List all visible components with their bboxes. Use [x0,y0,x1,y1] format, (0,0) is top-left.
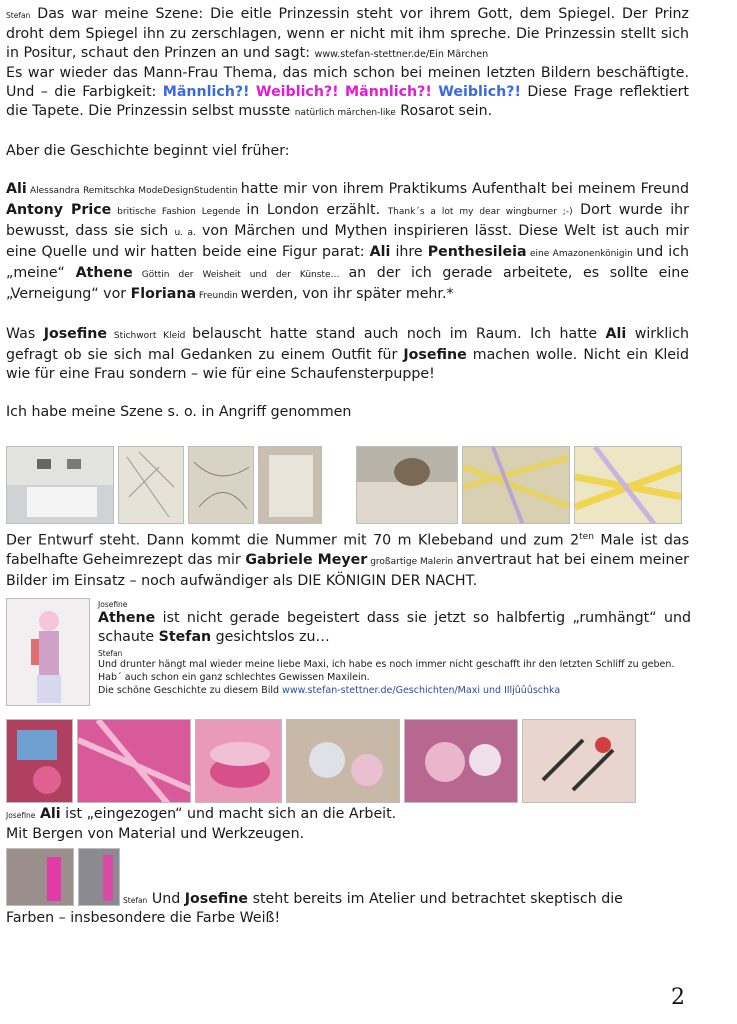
photo-tape-work [356,446,458,524]
photo-sketch [188,446,254,524]
photo-work-desk [6,719,73,803]
paragraph-maxi-link: Die schöne Geschichte zu diesem Bild www.stefan-stettner.de/Geschichten/Maxi und Illjûûûschka [98,685,561,696]
photo-strip-josefine [6,848,120,906]
paragraph-josefine-atelier: Stefan Und Josefine steht bereits im Atelier und betrachtet skeptisch die [123,891,623,907]
photo-atelier [78,848,120,906]
photo-pink-fabric [77,719,191,803]
draft-section [6,528,689,591]
photo-strip-material [6,719,636,803]
photo-canvas-stripes [574,446,682,524]
photo-athene-painting [6,598,90,706]
paragraph-materials: Mit Bergen von Material und Werkzeugen. [6,826,305,842]
text-female: Weiblich?! [255,84,339,100]
paragraph-josefine: Was Josefine Stichwort Kleid belauscht hatte stand auch noch im Raum. Ich hatte Ali wirklich gefragt ob sie sich mal Gedanken zu einem Outfit für Josefine machen wolle. Nicht ein Kleid wie für eine Frau sondern – wie für eine Schaufensterpuppe! [6,326,690,382]
text-female: Weiblich?! [438,84,521,100]
photo-empty-studio [6,446,114,524]
speaker-tag: Josefine [98,600,128,609]
photo-canvas-yellow [462,446,570,524]
athene-text [98,600,691,697]
page-number: 2 [671,985,685,1010]
paragraph-ali: Ali Alessandra Remitschka ModeDesignStudentin hatte mir von ihrem Praktikums Aufenthalt bei meinem Freund Antony Price britische Fashion Legende in London erzählt. Thank´s a lot my dear wingburner ;-) Dort wurde ihr bewusst, dass sie sich u. a. von Märchen und Mythen inspirieren lässt. Diese Welt ist auch mir eine Quelle und wir hatten beide eine Figur parat: Ali ihre Penthesileia eine Amazonenkönigin und ich „meine“ Athene Göttin der Weisheit und der Künste… an der ich gerade arbeitete, es sollte eine „Verneigung“ vor Floriana Freundin werden, von ihr später mehr.* [6,181,690,302]
story-link[interactable]: www.stefan-stettner.de/Geschichten/Maxi und Illjûûûschka [282,685,561,696]
speaker-tag: Josefine [6,811,36,820]
speaker-tag: Stefan [123,896,148,905]
josefine-section-end [6,909,689,928]
intro-section [6,5,689,422]
paragraph-scene-start: Ich habe meine Szene s. o. in Angriff genommen [6,404,352,420]
website-link[interactable]: www.stefan-stettner.de/Ein Märchen [314,49,489,60]
paragraph-story-start: Aber die Geschichte beginnt viel früher: [6,143,290,159]
photo-tape-rolls [195,719,282,803]
paragraph-colors: Farben – insbesondere die Farbe Weiß! [6,910,281,926]
photo-draft [258,446,322,524]
text-male: Männlich?! [345,84,432,100]
photo-strip-studio [6,446,682,524]
photo-sketch [118,446,184,524]
paragraph-maxi: Und drunter hängt mal wieder meine liebe Maxi, ich habe es noch immer nicht geschafft ihr den letzten Schliff zu geben. Hab´ auch schon ein ganz schlechtes Gewissen Maxilein. [98,659,675,683]
photo-tools [522,719,636,803]
text-male: Männlich?! [162,84,250,100]
paragraph-athene: Athene ist nicht gerade begeistert dass sie jetzt so halbfertig „rumhängt“ und schaute Stefan gesichtslos zu… [98,610,691,645]
paragraph-theme: Es war wieder das Mann-Frau Thema, das mich schon bei meinen letzten Bildern beschäftigte. Und – die Farbigkeit: Männlich?! Weiblich?! Männlich?! Weiblich?! Diese Frage reflektiert die Tapete. Die Prinzessin selbst musste natürlich märchen-like Rosarot sein. [6,65,689,119]
paragraph-scene: Stefan Das war meine Szene: Die eitle Prinzessin steht vor ihrem Gott, dem Spiegel. Der Prinz droht dem Spiegel ihn zu zerschlagen, wenn er nicht mit ihm spreche. Die Prinzessin stellt sich in Positur, schaut den Prinzen an und sagt: www.stefan-stettner.de/Ein Märchen [6,6,689,61]
speaker-tag: Stefan [98,649,123,658]
paragraph-ali-moved-in: Josefine Ali ist „eingezogen“ und macht sich an die Arbeit. [6,806,397,822]
paragraph-draft: Der Entwurf steht. Dann kommt die Nummer mit 70 m Klebeband und zum $2^{ten}$ Male ist das fabelhafte Geheimrezept das mir Gabriele Meyer großartige Malerin anvertraut hat bei einem meiner Bilder im Einsatz – noch aufwändiger als DIE KÖNIGIN DER NACHT. [6,532,690,589]
josefine-section [123,890,689,910]
ali-section [6,805,689,844]
speaker-tag: Stefan [6,11,31,20]
photo-mannequin [6,848,74,906]
photo-sequins [404,719,518,803]
photo-glitter [286,719,400,803]
